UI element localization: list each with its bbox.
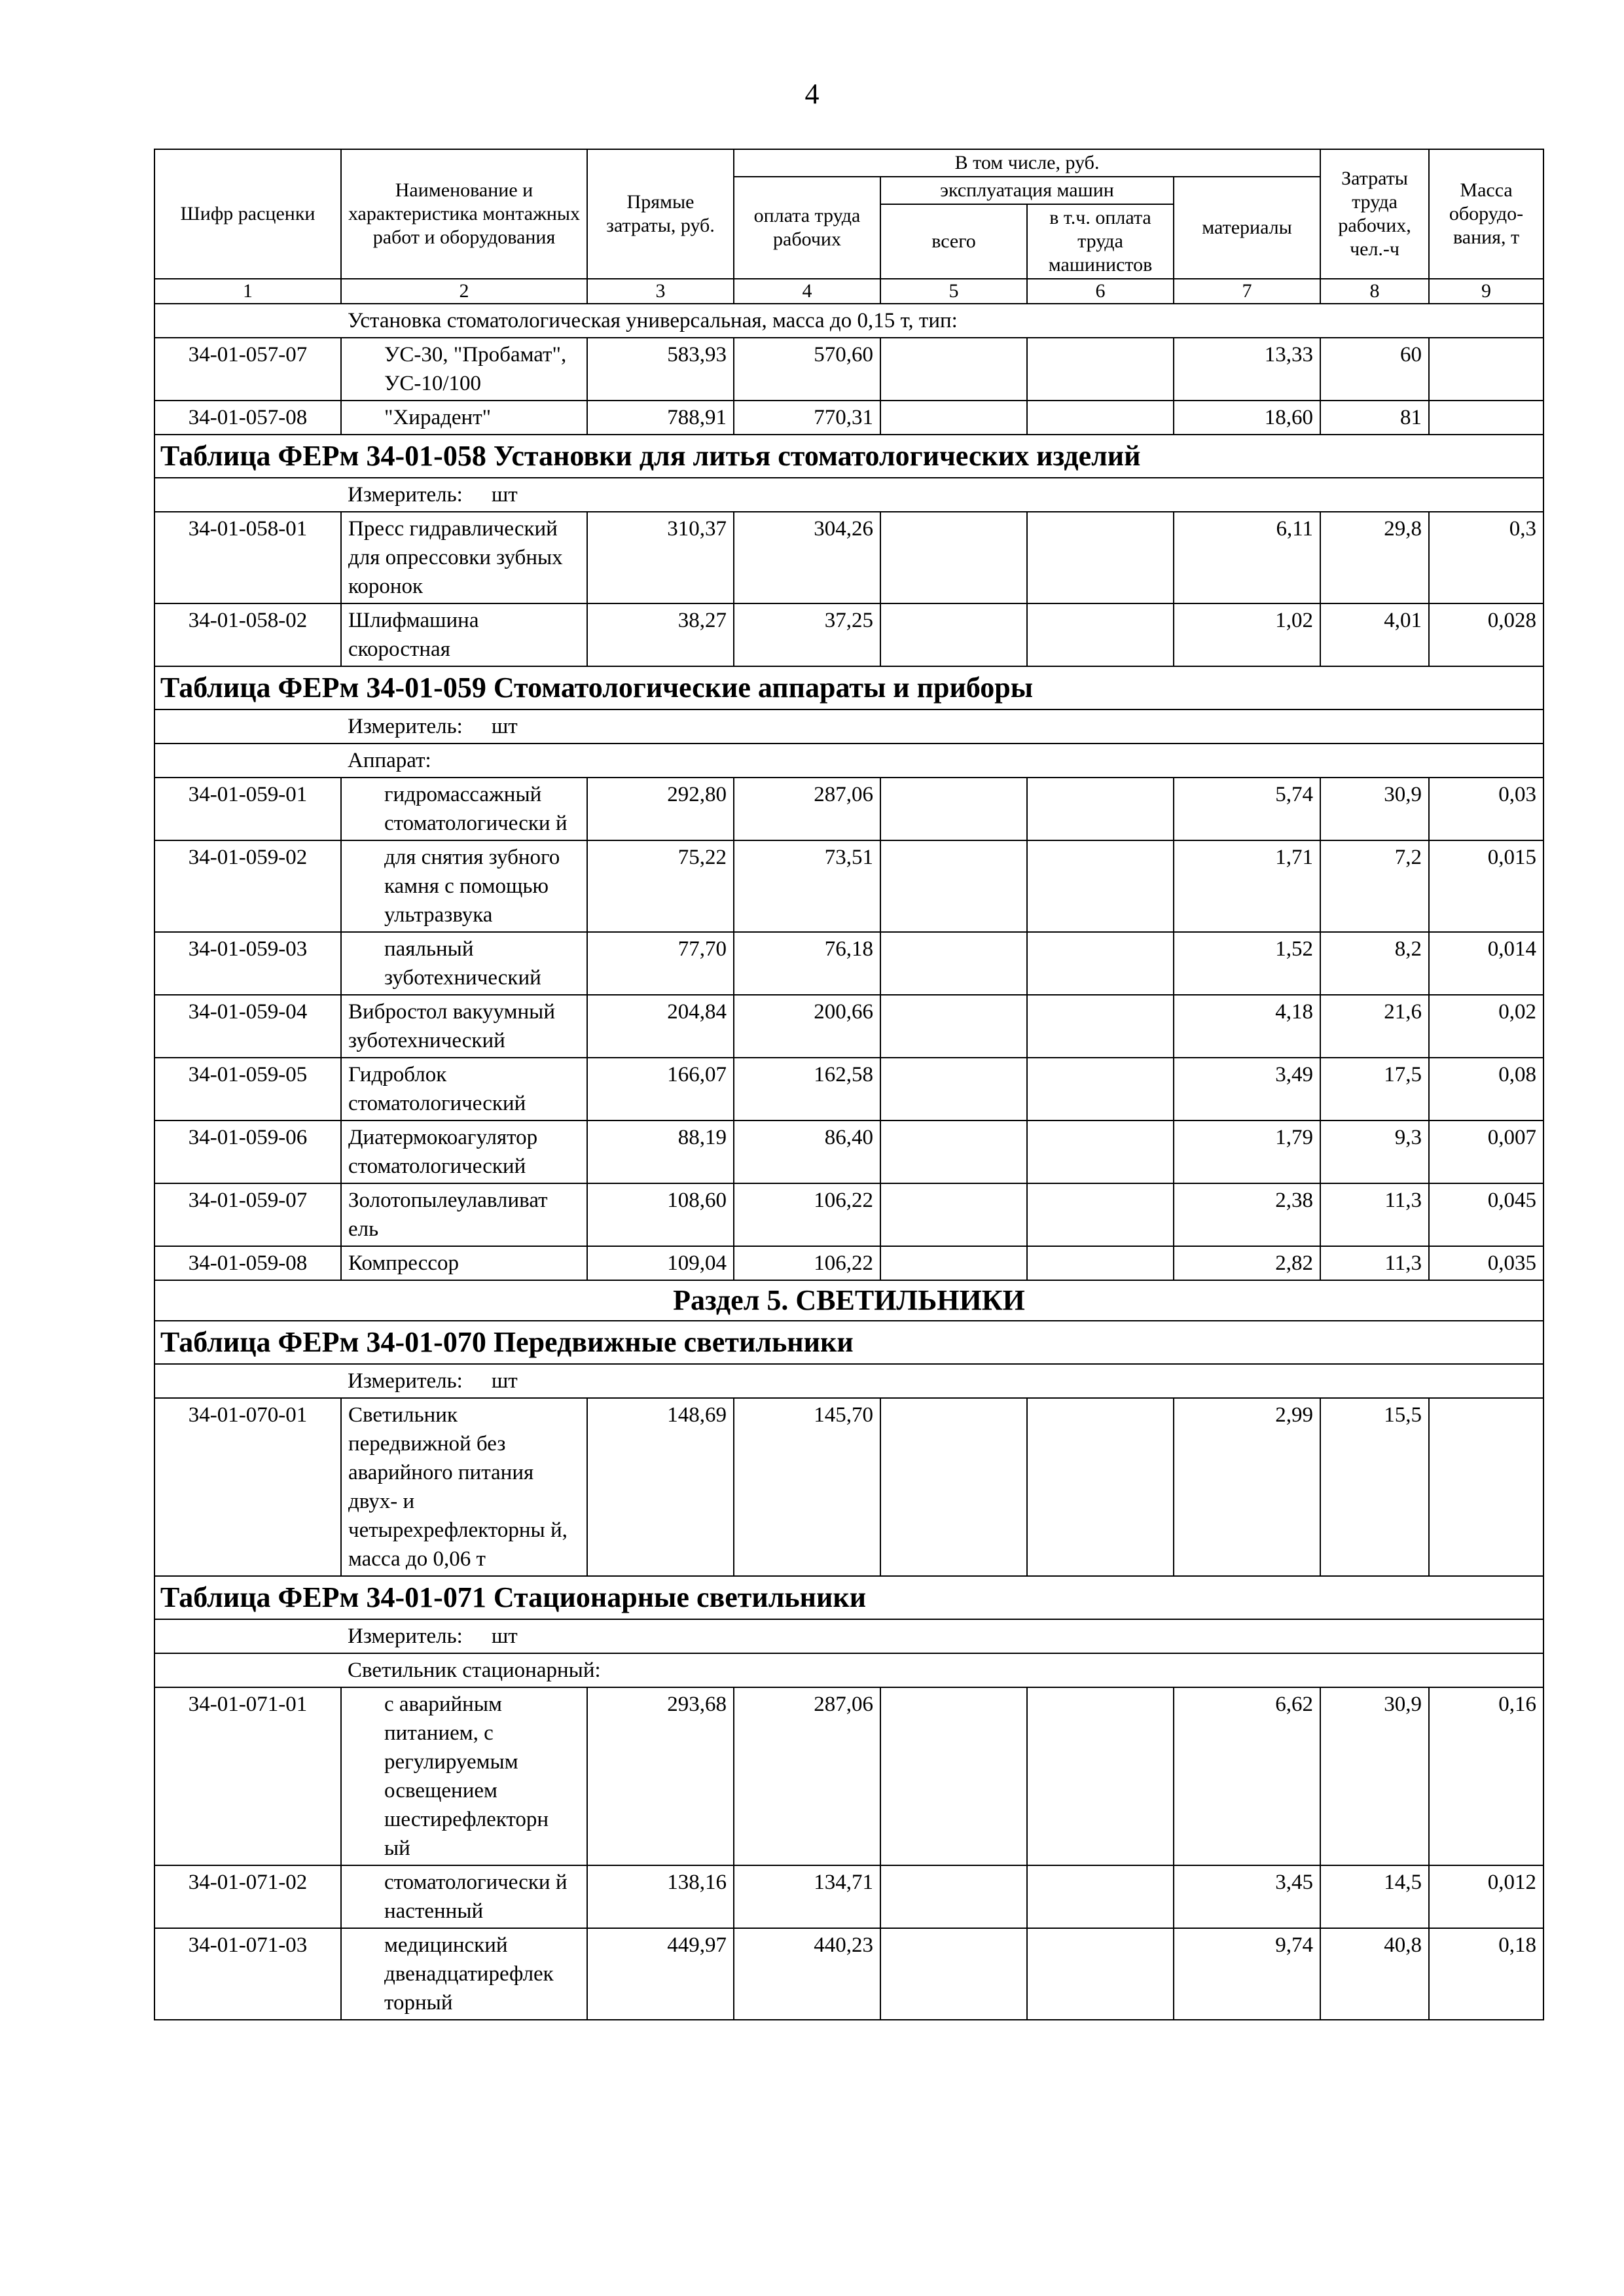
table-row [154, 840, 1543, 932]
labor-pay: 570,60 [734, 338, 880, 401]
labor-pay: 770,31 [734, 401, 880, 435]
equipment-mass: 0,18 [1429, 1928, 1543, 2020]
equipment-mass: 0,045 [1429, 1183, 1543, 1246]
measure-unit-row [154, 1619, 1543, 1653]
materials-cost: 4,18 [1174, 995, 1320, 1058]
direct-costs: 310,37 [587, 512, 734, 603]
equipment-mass: 0,03 [1429, 778, 1543, 840]
header-including: В том числе, руб. [734, 149, 1320, 177]
table-title-row [154, 1576, 1543, 1619]
direct-costs: 77,70 [587, 932, 734, 995]
table-row [154, 1928, 1543, 2020]
equipment-mass: 0,16 [1429, 1687, 1543, 1865]
direct-costs: 788,91 [587, 401, 734, 435]
direct-costs: 138,16 [587, 1865, 734, 1928]
table-row [154, 1398, 1543, 1576]
table-body [154, 304, 1543, 2020]
table-row [154, 1121, 1543, 1183]
table-row [154, 1865, 1543, 1928]
work-name: Компрессор [341, 1246, 587, 1280]
direct-costs: 166,07 [587, 1058, 734, 1121]
table-title-row [154, 1321, 1543, 1364]
rates-table [154, 149, 1544, 2020]
machinists-pay [1027, 995, 1174, 1058]
labor-pay: 37,25 [734, 603, 880, 666]
subheading-row [154, 744, 1543, 778]
header-labor: оплата труда рабочих [734, 177, 880, 279]
measure-unit-label: Измеритель: [348, 715, 463, 738]
equipment-mass: 0,014 [1429, 932, 1543, 995]
machines-total [880, 778, 1027, 840]
measure-unit-value: шт [491, 1369, 518, 1393]
machines-total [880, 1928, 1027, 2020]
direct-costs: 88,19 [587, 1121, 734, 1183]
table-title: Таблица ФЕРм 34-01-058 Установки для литья стоматологических изделий [154, 435, 1543, 478]
materials-cost: 2,38 [1174, 1183, 1320, 1246]
machines-total [880, 338, 1027, 401]
table-title-row [154, 435, 1543, 478]
labor-pay: 76,18 [734, 932, 880, 995]
measure-unit-row [154, 478, 1543, 512]
equipment-mass [1429, 1398, 1543, 1576]
equipment-mass: 0,028 [1429, 603, 1543, 666]
measure-unit-value: шт [491, 483, 518, 507]
materials-cost: 18,60 [1174, 401, 1320, 435]
machines-total [880, 1246, 1027, 1280]
rate-code: 34-01-071-03 [154, 1928, 341, 2020]
column-number: 8 [1320, 279, 1429, 304]
machines-total [880, 1121, 1027, 1183]
labor-pay: 73,51 [734, 840, 880, 932]
materials-cost: 1,52 [1174, 932, 1320, 995]
measure-unit-label: Измеритель: [348, 1369, 463, 1393]
worker-hours: 30,9 [1320, 1687, 1429, 1865]
rate-code: 34-01-059-01 [154, 778, 341, 840]
labor-pay: 287,06 [734, 778, 880, 840]
column-number: 5 [880, 279, 1027, 304]
labor-pay: 86,40 [734, 1121, 880, 1183]
machines-total [880, 840, 1027, 932]
rate-code: 34-01-058-02 [154, 603, 341, 666]
machinists-pay [1027, 512, 1174, 603]
table-header [154, 149, 1543, 304]
machinists-pay [1027, 401, 1174, 435]
worker-hours: 14,5 [1320, 1865, 1429, 1928]
materials-cost: 3,49 [1174, 1058, 1320, 1121]
equipment-mass [1429, 338, 1543, 401]
table-row [154, 1687, 1543, 1865]
rate-code: 34-01-059-07 [154, 1183, 341, 1246]
equipment-mass: 0,08 [1429, 1058, 1543, 1121]
labor-pay: 106,22 [734, 1183, 880, 1246]
measure-unit-value: шт [491, 715, 518, 738]
rate-code: 34-01-057-07 [154, 338, 341, 401]
machines-total [880, 995, 1027, 1058]
materials-cost: 2,99 [1174, 1398, 1320, 1576]
direct-costs: 204,84 [587, 995, 734, 1058]
header-machines: эксплуатация машин [880, 177, 1174, 204]
rate-code: 34-01-059-06 [154, 1121, 341, 1183]
machines-total [880, 603, 1027, 666]
subheading: Светильник стационарный: [154, 1653, 1543, 1687]
direct-costs: 293,68 [587, 1687, 734, 1865]
table-row [154, 603, 1543, 666]
column-number: 9 [1429, 279, 1543, 304]
subheading: Аппарат: [154, 744, 1543, 778]
materials-cost: 1,71 [1174, 840, 1320, 932]
measure-unit-row [154, 1364, 1543, 1398]
worker-hours: 8,2 [1320, 932, 1429, 995]
labor-pay: 145,70 [734, 1398, 880, 1576]
materials-cost: 5,74 [1174, 778, 1320, 840]
worker-hours: 17,5 [1320, 1058, 1429, 1121]
section-row [154, 1280, 1543, 1321]
work-name: для снятия зубного камня с помощью ультразвука [341, 840, 587, 932]
direct-costs: 109,04 [587, 1246, 734, 1280]
measure-unit [154, 709, 1543, 744]
machines-total [880, 401, 1027, 435]
machinists-pay [1027, 1928, 1174, 2020]
equipment-mass: 0,015 [1429, 840, 1543, 932]
measure-unit [154, 478, 1543, 512]
direct-costs: 449,97 [587, 1928, 734, 2020]
machinists-pay [1027, 338, 1174, 401]
table-title: Таблица ФЕРм 34-01-059 Стоматологические аппараты и приборы [154, 666, 1543, 709]
subheading-row [154, 1653, 1543, 1687]
materials-cost: 6,62 [1174, 1687, 1320, 1865]
worker-hours: 60 [1320, 338, 1429, 401]
table-row [154, 1246, 1543, 1280]
header-name: Наименование и характеристика монтажных работ и оборудования [341, 149, 587, 279]
machinists-pay [1027, 1865, 1174, 1928]
header-total: всего [880, 204, 1027, 279]
measure-unit-row [154, 709, 1543, 744]
materials-cost: 13,33 [1174, 338, 1320, 401]
rate-code: 34-01-071-02 [154, 1865, 341, 1928]
work-name: с аварийным питанием, с регулируемым освещением шестирефлекторн ый [341, 1687, 587, 1865]
measure-unit-label: Измеритель: [348, 483, 463, 507]
rate-code: 34-01-058-01 [154, 512, 341, 603]
machinists-pay [1027, 932, 1174, 995]
subheading: Установка стоматологическая универсальная, масса до 0,15 т, тип: [154, 304, 1543, 338]
materials-cost: 2,82 [1174, 1246, 1320, 1280]
labor-pay: 162,58 [734, 1058, 880, 1121]
worker-hours: 4,01 [1320, 603, 1429, 666]
column-number: 2 [341, 279, 587, 304]
table-row [154, 512, 1543, 603]
labor-pay: 106,22 [734, 1246, 880, 1280]
table-row [154, 995, 1543, 1058]
rate-code: 34-01-059-05 [154, 1058, 341, 1121]
equipment-mass: 0,3 [1429, 512, 1543, 603]
column-number: 1 [154, 279, 341, 304]
work-name: гидромассажный стоматологически й [341, 778, 587, 840]
rate-code: 34-01-057-08 [154, 401, 341, 435]
direct-costs: 292,80 [587, 778, 734, 840]
rates-table-wrapper [154, 149, 1537, 2020]
table-title: Таблица ФЕРм 34-01-070 Передвижные светильники [154, 1321, 1543, 1364]
equipment-mass: 0,012 [1429, 1865, 1543, 1928]
worker-hours: 30,9 [1320, 778, 1429, 840]
machines-total [880, 1398, 1027, 1576]
materials-cost: 1,02 [1174, 603, 1320, 666]
worker-hours: 29,8 [1320, 512, 1429, 603]
work-name: стоматологически й настенный [341, 1865, 587, 1928]
header-workers: Затраты труда рабочих, чел.-ч [1320, 149, 1429, 279]
machinists-pay [1027, 1058, 1174, 1121]
table-row [154, 1058, 1543, 1121]
machines-total [880, 932, 1027, 995]
machinists-pay [1027, 1687, 1174, 1865]
page-number: 4 [804, 78, 820, 110]
column-number: 4 [734, 279, 880, 304]
table-row [154, 778, 1543, 840]
equipment-mass: 0,035 [1429, 1246, 1543, 1280]
machinists-pay [1027, 1121, 1174, 1183]
machinists-pay [1027, 1183, 1174, 1246]
work-name: Вибростол вакуумный зуботехнический [341, 995, 587, 1058]
materials-cost: 9,74 [1174, 1928, 1320, 2020]
rate-code: 34-01-071-01 [154, 1687, 341, 1865]
direct-costs: 148,69 [587, 1398, 734, 1576]
machinists-pay [1027, 1398, 1174, 1576]
column-numbers-row [154, 279, 1543, 304]
work-name: "Хирадент" [341, 401, 587, 435]
header-machinists: в т.ч. оплата труда машинистов [1027, 204, 1174, 279]
equipment-mass: 0,007 [1429, 1121, 1543, 1183]
labor-pay: 200,66 [734, 995, 880, 1058]
rate-code: 34-01-059-02 [154, 840, 341, 932]
machines-total [880, 1865, 1027, 1928]
equipment-mass [1429, 401, 1543, 435]
measure-unit [154, 1619, 1543, 1653]
machinists-pay [1027, 840, 1174, 932]
section-title: Раздел 5. СВЕТИЛЬНИКИ [154, 1280, 1543, 1321]
machines-total [880, 1687, 1027, 1865]
work-name: Светильник передвижной без аварийного питания двух- и четырехрефлекторны й, масса до 0,06 т [341, 1398, 587, 1576]
rate-code: 34-01-070-01 [154, 1398, 341, 1576]
column-number: 6 [1027, 279, 1174, 304]
table-title-row [154, 666, 1543, 709]
work-name: Диатермокоагулятор стоматологический [341, 1121, 587, 1183]
work-name: медицинский двенадцатирефлек торный [341, 1928, 587, 2020]
labor-pay: 134,71 [734, 1865, 880, 1928]
work-name: Шлифмашина скоростная [341, 603, 587, 666]
worker-hours: 15,5 [1320, 1398, 1429, 1576]
table-title: Таблица ФЕРм 34-01-071 Стационарные светильники [154, 1576, 1543, 1619]
machines-total [880, 512, 1027, 603]
machines-total [880, 1183, 1027, 1246]
materials-cost: 3,45 [1174, 1865, 1320, 1928]
machines-total [880, 1058, 1027, 1121]
column-number: 3 [587, 279, 734, 304]
header-materials: материалы [1174, 177, 1320, 279]
subheading-row [154, 304, 1543, 338]
work-name: Пресс гидравлический для опрессовки зубных коронок [341, 512, 587, 603]
machinists-pay [1027, 603, 1174, 666]
labor-pay: 440,23 [734, 1928, 880, 2020]
table-row [154, 932, 1543, 995]
measure-unit-value: шт [491, 1624, 518, 1648]
materials-cost: 1,79 [1174, 1121, 1320, 1183]
work-name: Гидроблок стоматологический [341, 1058, 587, 1121]
rate-code: 34-01-059-03 [154, 932, 341, 995]
worker-hours: 21,6 [1320, 995, 1429, 1058]
work-name: УС-30, "Пробамат", УС-10/100 [341, 338, 587, 401]
worker-hours: 7,2 [1320, 840, 1429, 932]
header-mass: Масса оборудо-вания, т [1429, 149, 1543, 279]
labor-pay: 287,06 [734, 1687, 880, 1865]
direct-costs: 108,60 [587, 1183, 734, 1246]
header-code: Шифр расценки [154, 149, 341, 279]
equipment-mass: 0,02 [1429, 995, 1543, 1058]
labor-pay: 304,26 [734, 512, 880, 603]
worker-hours: 81 [1320, 401, 1429, 435]
measure-unit [154, 1364, 1543, 1398]
worker-hours: 40,8 [1320, 1928, 1429, 2020]
direct-costs: 583,93 [587, 338, 734, 401]
worker-hours: 11,3 [1320, 1183, 1429, 1246]
worker-hours: 11,3 [1320, 1246, 1429, 1280]
rate-code: 34-01-059-08 [154, 1246, 341, 1280]
direct-costs: 38,27 [587, 603, 734, 666]
table-row [154, 338, 1543, 401]
machinists-pay [1027, 778, 1174, 840]
table-row [154, 1183, 1543, 1246]
direct-costs: 75,22 [587, 840, 734, 932]
worker-hours: 9,3 [1320, 1121, 1429, 1183]
work-name: паяльный зуботехнический [341, 932, 587, 995]
machinists-pay [1027, 1246, 1174, 1280]
rate-code: 34-01-059-04 [154, 995, 341, 1058]
table-row [154, 401, 1543, 435]
work-name: Золотопылеулавливат ель [341, 1183, 587, 1246]
column-number: 7 [1174, 279, 1320, 304]
materials-cost: 6,11 [1174, 512, 1320, 603]
measure-unit-label: Измеритель: [348, 1624, 463, 1648]
header-direct: Прямые затраты, руб. [587, 149, 734, 279]
